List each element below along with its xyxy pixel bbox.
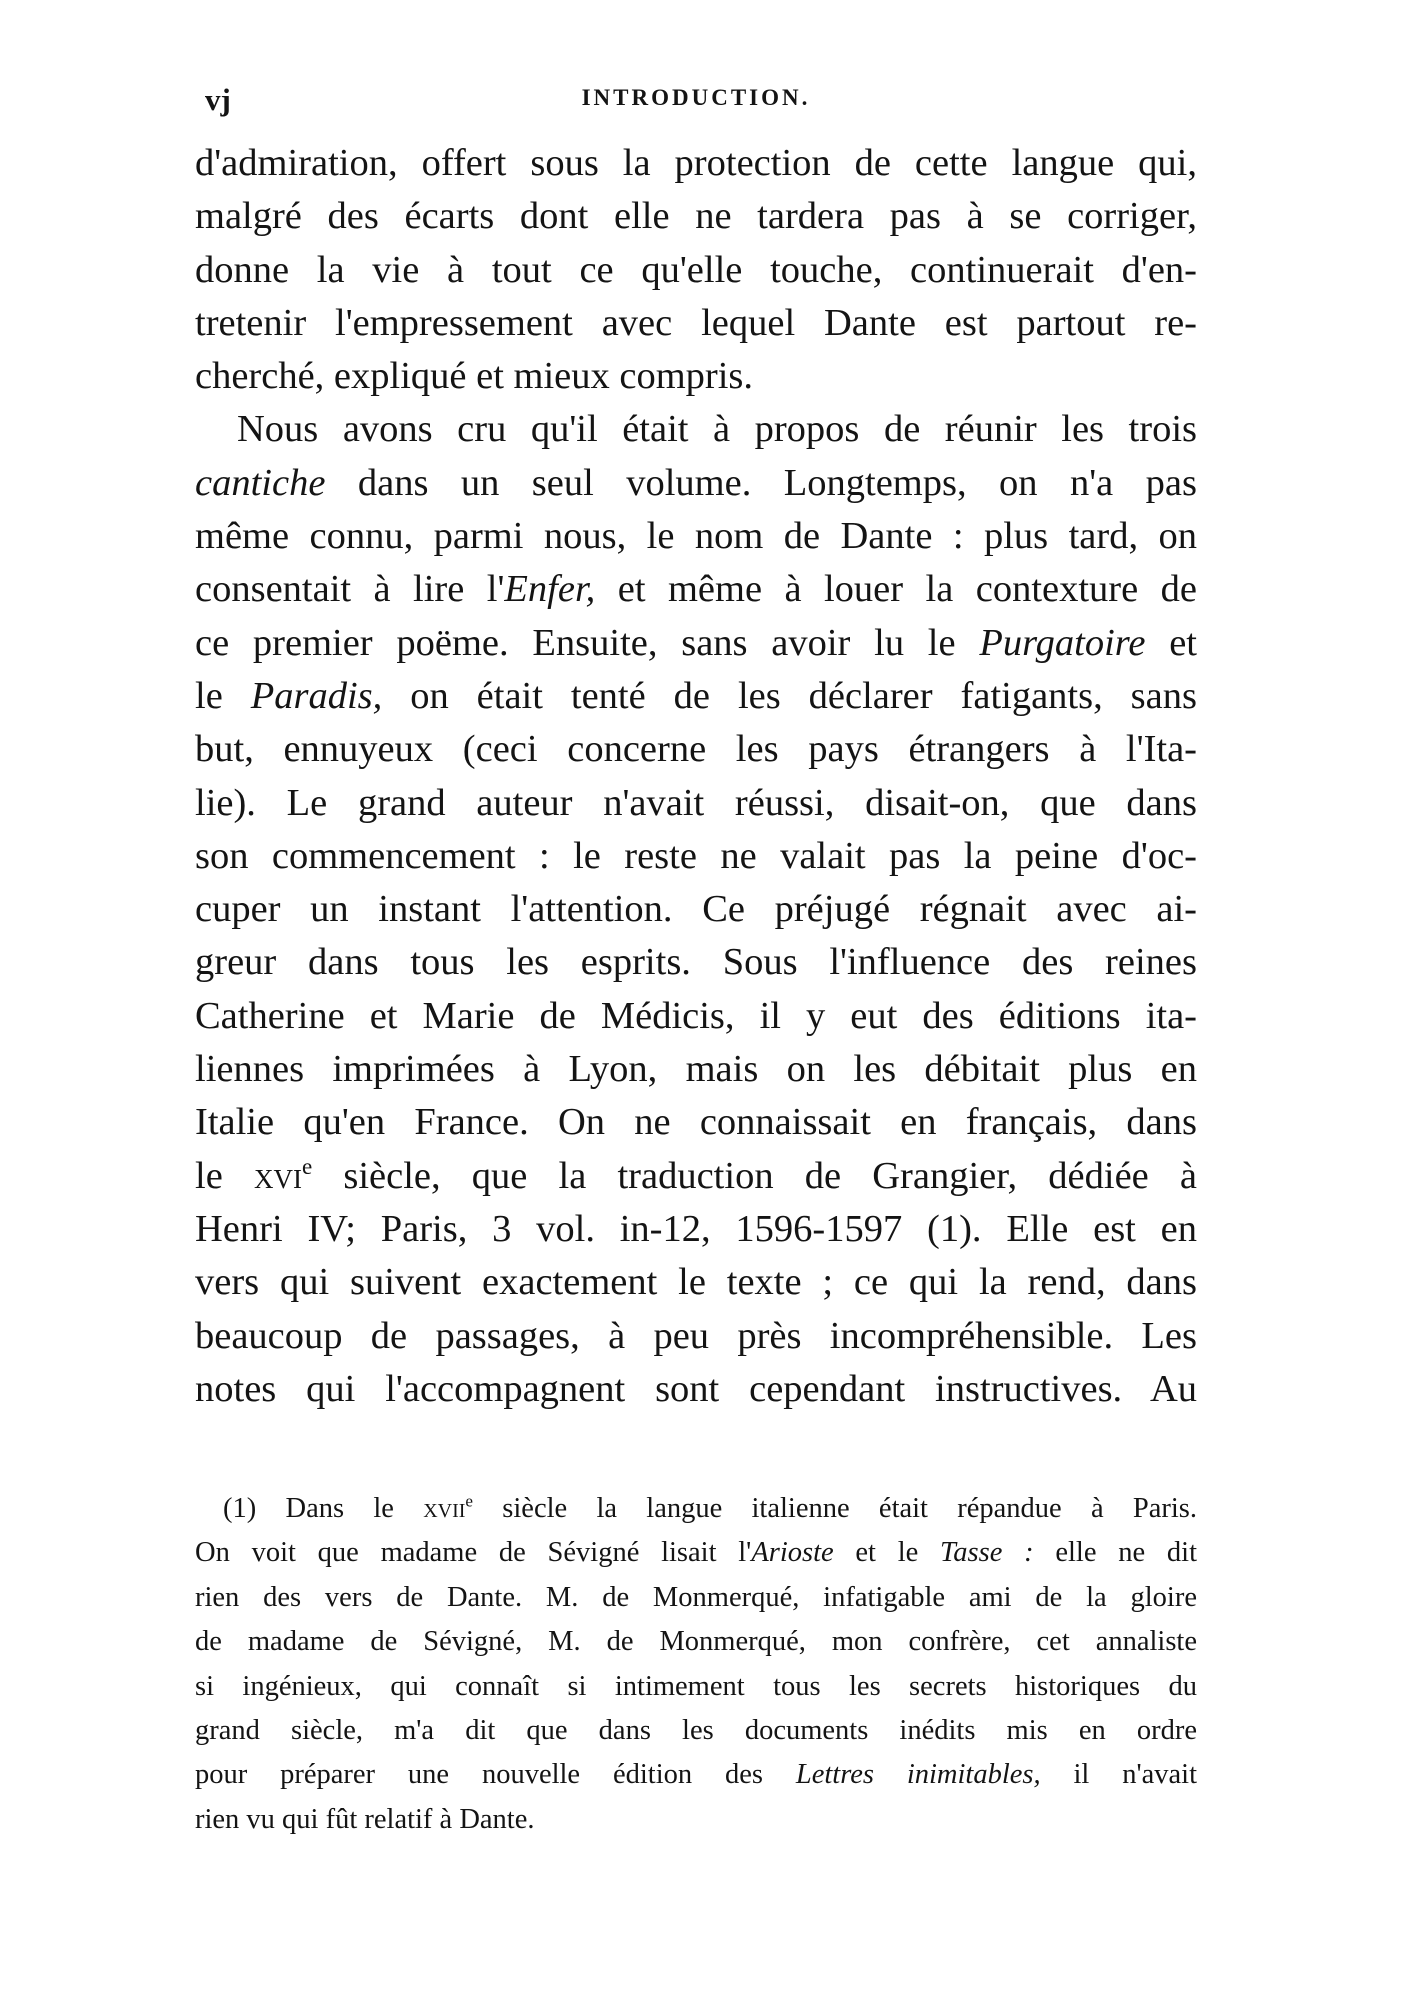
- text-line: liennes imprimées à Lyon, mais on les débitait plus en: [195, 1048, 1197, 1091]
- italic-text: Purgatoire: [979, 621, 1146, 664]
- footnote-line: si ingénieux, qui connaît si intimement tous les secrets historiques du: [195, 1670, 1197, 1702]
- footnote: [195, 1487, 1197, 1842]
- footnote-line: de madame de Sévigné, M. de Monmerqué, mon confrère, cet annaliste: [195, 1626, 1197, 1658]
- text-line: cantiche dans un seul volume. Longtemps, on n'a pas: [195, 461, 1197, 504]
- text-line: le xvi$^e$ siècle, que la traduction de Grangier, dédiée à: [195, 1152, 1197, 1197]
- page-header: [195, 82, 1197, 122]
- text-line: but, ennuyeux (ceci concerne les pays étrangers à l'Ita-: [195, 728, 1197, 771]
- text-line: cuper un instant l'attention. Ce préjugé régnait avec ai-: [195, 888, 1197, 931]
- text-line: Italie qu'en France. On ne connaissait en français, dans: [195, 1101, 1197, 1144]
- italic-text: Paradis,: [250, 674, 383, 717]
- footnote-line: rien des vers de Dante. M. de Monmerqué, infatigable ami de la gloire: [195, 1581, 1197, 1613]
- footnote-line: On voit que madame de Sévigné lisait l'Arioste et le Tasse : elle ne dit: [195, 1537, 1197, 1569]
- text-line: cherché, expliqué et mieux compris.: [195, 355, 754, 398]
- footnote-line: rien vu qui fût relatif à Dante.: [195, 1803, 535, 1835]
- text-line: ce premier poëme. Ensuite, sans avoir lu le Purgatoire et: [195, 621, 1197, 664]
- text-line: beaucoup de passages, à peu près incompréhensible. Les: [195, 1314, 1197, 1357]
- text-line: vers qui suivent exactement le texte ; ce qui la rend, dans: [195, 1261, 1197, 1304]
- text-line: d'admiration, offert sous la protection de cette langue qui,: [195, 142, 1197, 184]
- text-line: lie). Le grand auteur n'avait réussi, disait-on, que dans: [195, 781, 1197, 824]
- text-line: Henri IV; Paris, 3 vol. in-12, 1596-1597 (1). Elle est en: [195, 1207, 1197, 1250]
- italic-text: Lettres inimitables,: [795, 1759, 1041, 1791]
- text-line: même connu, parmi nous, le nom de Dante : plus tard, on: [195, 515, 1197, 558]
- text-line: son commencement : le reste ne valait pas la peine d'oc-: [195, 834, 1197, 877]
- text-line: Catherine et Marie de Médicis, il y eut des éditions ita-: [195, 994, 1197, 1037]
- century-numeral: xvi: [253, 1154, 302, 1197]
- text-line: greur dans tous les esprits. Sous l'influence des reines: [195, 941, 1197, 984]
- text-line: malgré des écarts dont elle ne tardera pas à se corriger,: [195, 195, 1197, 238]
- text-line: notes qui l'accompagnent sont cependant instructives. Au: [195, 1367, 1197, 1410]
- running-head: INTRODUCTION.: [581, 85, 811, 110]
- text-line: donne la vie à tout ce qu'elle touche, continuerait d'en-: [195, 248, 1197, 291]
- footnote-line: pour préparer une nouvelle édition des Lettres inimitables, il n'avait: [195, 1759, 1198, 1791]
- text-line: consentait à lire l'Enfer, et même à louer la contexture de: [195, 568, 1197, 611]
- footnote-line: (1) Dans le xvii$^e$ siècle la langue italienne était répandue à Paris.: [223, 1491, 1197, 1524]
- italic-text: Enfer,: [504, 568, 596, 611]
- body-text: [195, 137, 1197, 1416]
- century-numeral: xvii: [423, 1493, 466, 1524]
- page-number: vj: [205, 82, 231, 117]
- italic-text: cantiche: [195, 461, 326, 504]
- text-line: le Paradis, on était tenté de les déclarer fatigants, sans: [195, 674, 1197, 717]
- footnote-line: grand siècle, m'a dit que dans les documents inédits mis en ordre: [195, 1714, 1197, 1746]
- text-line: tretenir l'empressement avec lequel Dante est partout re-: [195, 301, 1197, 344]
- italic-text: Tasse :: [940, 1537, 1034, 1569]
- italic-text: Arioste: [751, 1537, 834, 1569]
- paragraph-start-line: Nous avons cru qu'il était à propos de réunir les trois: [237, 408, 1197, 451]
